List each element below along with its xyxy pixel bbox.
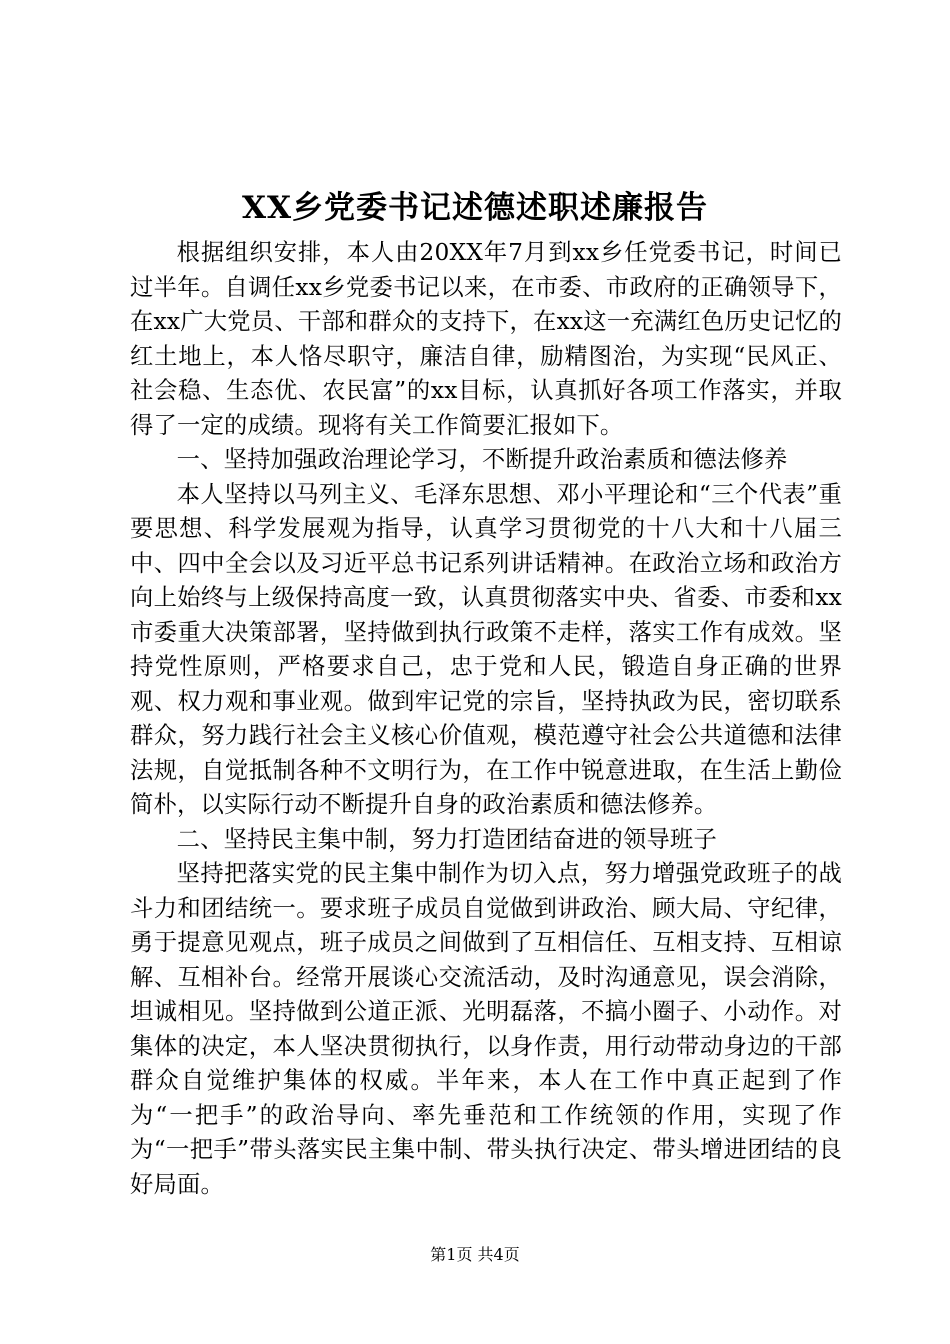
paragraph-intro: 根据组织安排，本人由20XX年7月到xx乡任党委书记，时间已过半年。自调任xx乡党委书记以来，在市委、市政府的正确领导下，在xx广大党员、干部和群众的支持下，在xx这一充满红色历史记忆的红土地上，本人恪尽职守，廉洁自律，励精图治，为实现“民风正、社会稳、生态优、农民富”的xx目标，认真抓好各项工作落实，并取得了一定的成绩。现将有关工作简要汇报如下。 — [130, 239, 842, 439]
paragraph-section-1: 本人坚持以马列主义、毛泽东思想、邓小平理论和“三个代表”重要思想、科学发展观为指导，认真学习贯彻党的十八大和十八届三中、四中全会以及习近平总书记系列讲话精神。在政治立场和政治方向上始终与上级保持高度一致，认真贯彻落实中央、省委、市委和xx市委重大决策部署，坚持做到执行政策不走样，落实工作有成效。坚持党性原则，严格要求自己，忠于党和人民，锻造自身正确的世界观、权力观和事业观。做到牢记党的宗旨，坚持执政为民，密切联系群众，努力践行社会主义核心价值观，模范遵守社会公共道德和法律法规，自觉抵制各种不文明行为，在工作中锐意进取，在生活上勤俭简朴，以实际行动不断提升自身的政治素质和德法修养。 — [130, 480, 842, 818]
section-heading-1: 一、坚持加强政治理论学习，不断提升政治素质和德法修养 — [176, 446, 788, 473]
paragraph-section-2: 坚持把落实党的民主集中制作为切入点，努力增强党政班子的战斗力和团结统一。要求班子成员自觉做到讲政治、顾大局、守纪律，勇于提意见观点，班子成员之间做到了互相信任、互相支持、互相谅解、互相补台。经常开展谈心交流活动，及时沟通意见，误会消除，坦诚相见。坚持做到公道正派、光明磊落，不搞小圈子、小动作。对集体的决定，本人坚决贯彻执行，以身作责，用行动带动身边的干部群众自觉维护集体的权威。半年来，本人在工作中真正起到了作为“一把手”的政治导向、率先垂范和工作统领的作用，实现了作为“一把手”带头落实民主集中制、带头执行决定、带头增进团结的良好局面。 — [130, 860, 842, 1198]
page-number: 第1页 共4页 — [430, 1245, 520, 1264]
document-body — [130, 236, 842, 1202]
document-title: XX乡党委书记述德述职述廉报告 — [241, 190, 709, 226]
section-heading-2: 二、坚持民主集中制，努力打造团结奋进的领导班子 — [176, 825, 718, 853]
